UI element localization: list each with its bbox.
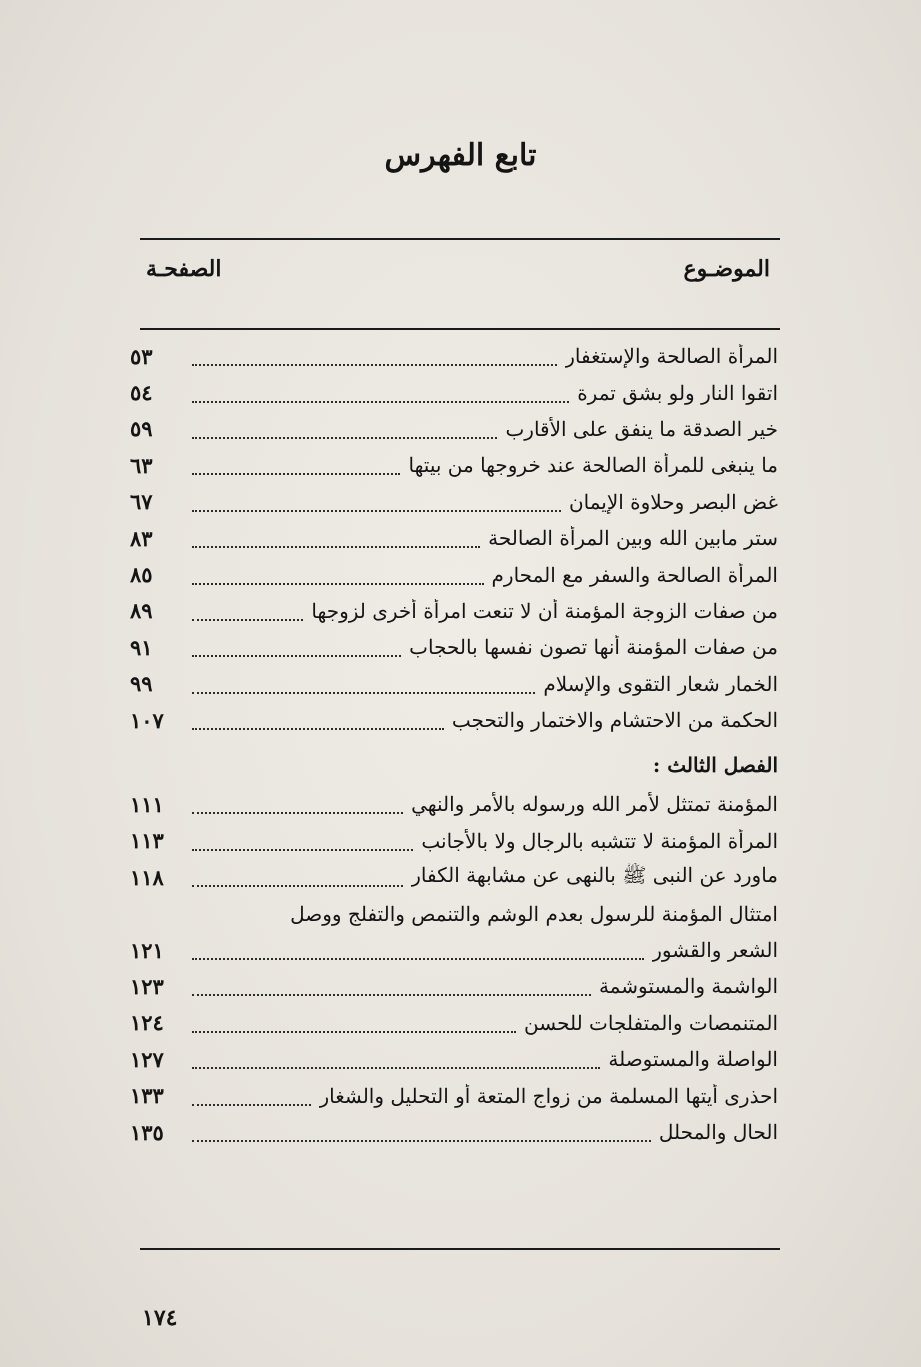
dot-leader [192, 948, 644, 960]
entry-text: المرأة الصالحة والإستغفار [565, 344, 778, 369]
header-rule [140, 328, 780, 330]
index-entry [130, 823, 778, 859]
index-entry [130, 1077, 778, 1113]
dot-leader [192, 391, 569, 403]
entry-page: ١١٨ [130, 864, 164, 890]
entry-text: الحال والمحلل [658, 1120, 778, 1144]
dot-leader [192, 1021, 516, 1033]
entry-page: ٦٣ [130, 452, 153, 478]
index-entry [130, 338, 778, 374]
index-entry [130, 859, 778, 895]
index-list [130, 338, 778, 1150]
dot-leader [192, 1094, 311, 1106]
entry-page: ١٣٥ [130, 1119, 164, 1145]
page-column-label: الصفحـة [146, 256, 222, 282]
index-entry [130, 666, 778, 702]
dot-leader [192, 427, 497, 439]
page-title: تابع الفهرس [384, 138, 537, 173]
dot-leader [192, 718, 444, 730]
index-entry [130, 932, 778, 968]
entry-text: الحكمة من الاحتشام والاختمار والتحجب [451, 708, 778, 733]
entry-page: ٩٩ [130, 671, 153, 697]
dot-leader [192, 463, 400, 475]
top-rule [140, 238, 780, 240]
entry-text: ستر مابين الله وبين المرأة الصالحة [488, 526, 778, 551]
entry-page: ١١٣ [130, 828, 164, 854]
index-entry [130, 1114, 778, 1150]
entry-page: ٩١ [130, 634, 153, 660]
entry-text: المتنمصات والمتفلجات للحسن [524, 1010, 778, 1035]
dot-leader [192, 573, 484, 585]
dot-leader [192, 645, 401, 657]
index-entry [130, 1005, 778, 1041]
section-heading [130, 738, 778, 786]
entry-text: من صفات الزوجة المؤمنة أن لا تنعت امرأة أخرى لزوجها [311, 598, 778, 623]
entry-page: ١٢١ [130, 937, 164, 963]
entry-page: ٨٣ [130, 525, 153, 551]
topic-column-label: الموضـوع [683, 256, 770, 282]
entry-text: المرأة المؤمنة لا تتشبه بالرجال ولا بالأجانب [421, 828, 778, 853]
entry-text: المرأة الصالحة والسفر مع المحارم [491, 562, 778, 587]
column-header [140, 256, 780, 290]
entry-text: الخمار شعار التقوى والإسلام [543, 671, 778, 696]
entry-text: الواشمة والمستوشمة [598, 974, 778, 999]
entry-text: الشعر والقشور [652, 938, 778, 963]
index-entry [130, 411, 778, 447]
index-entry [130, 447, 778, 483]
index-entry [130, 629, 778, 665]
dot-leader [192, 984, 591, 996]
entry-text: امتثال المؤمنة للرسول بعدم الوشم والتنمص والتفلج ووصل [290, 901, 778, 926]
entry-text: ما ينبغى للمرأة الصالحة عند خروجها من بيتها [408, 453, 778, 478]
index-entry [130, 968, 778, 1004]
entry-text: من صفات المؤمنة أنها تصون نفسها بالحجاب [409, 635, 778, 660]
dot-leader [192, 1057, 600, 1069]
entry-text: خير الصدقة ما ينفق على الأقارب [505, 416, 778, 441]
entry-text: غض البصر وحلاوة الإيمان [568, 489, 778, 514]
index-entry [130, 895, 778, 931]
dot-leader [192, 875, 403, 887]
entry-page: ٨٥ [130, 562, 153, 588]
index-entry [130, 593, 778, 629]
entry-text: الواصلة والمستوصلة [608, 1047, 778, 1072]
entry-text: ماورد عن النبى ﷺ بالنهى عن مشابهة الكفار [411, 862, 778, 887]
dot-leader [192, 609, 303, 621]
index-entry [130, 520, 778, 556]
entry-page: ١٢٧ [130, 1046, 164, 1072]
entry-page: ١٠٧ [130, 707, 164, 733]
entry-page: ٥٤ [130, 380, 153, 406]
entry-page: ١٢٣ [130, 973, 164, 999]
page-number: ١٧٤ [142, 1305, 178, 1331]
dot-leader [192, 1130, 651, 1142]
entry-page: ١١١ [130, 791, 164, 817]
dot-leader [192, 500, 561, 512]
entry-text: المؤمنة تمتثل لأمر الله ورسوله بالأمر والنهي [411, 792, 778, 817]
entry-page: ٨٩ [130, 598, 153, 624]
bottom-rule [140, 1248, 780, 1250]
dot-leader [192, 839, 413, 851]
entry-text: احذرى أيتها المسلمة من زواج المتعة أو التحليل والشغار [319, 1083, 778, 1108]
dot-leader [192, 536, 480, 548]
section-title: الفصل الثالث : [652, 753, 778, 778]
index-entry [130, 556, 778, 592]
entry-page: ٥٩ [130, 416, 153, 442]
index-entry [130, 786, 778, 822]
entry-page: ١٢٤ [130, 1010, 164, 1036]
index-entry [130, 1041, 778, 1077]
entry-text: اتقوا النار ولو بشق تمرة [577, 380, 778, 405]
entry-page: ١٣٣ [130, 1083, 164, 1109]
index-entry [130, 374, 778, 410]
entry-page: ٦٧ [130, 489, 153, 515]
index-entry [130, 702, 778, 738]
entry-page: ٥٣ [130, 343, 153, 369]
index-entry [130, 484, 778, 520]
dot-leader [192, 682, 535, 694]
dot-leader [192, 354, 557, 366]
dot-leader [192, 802, 403, 814]
